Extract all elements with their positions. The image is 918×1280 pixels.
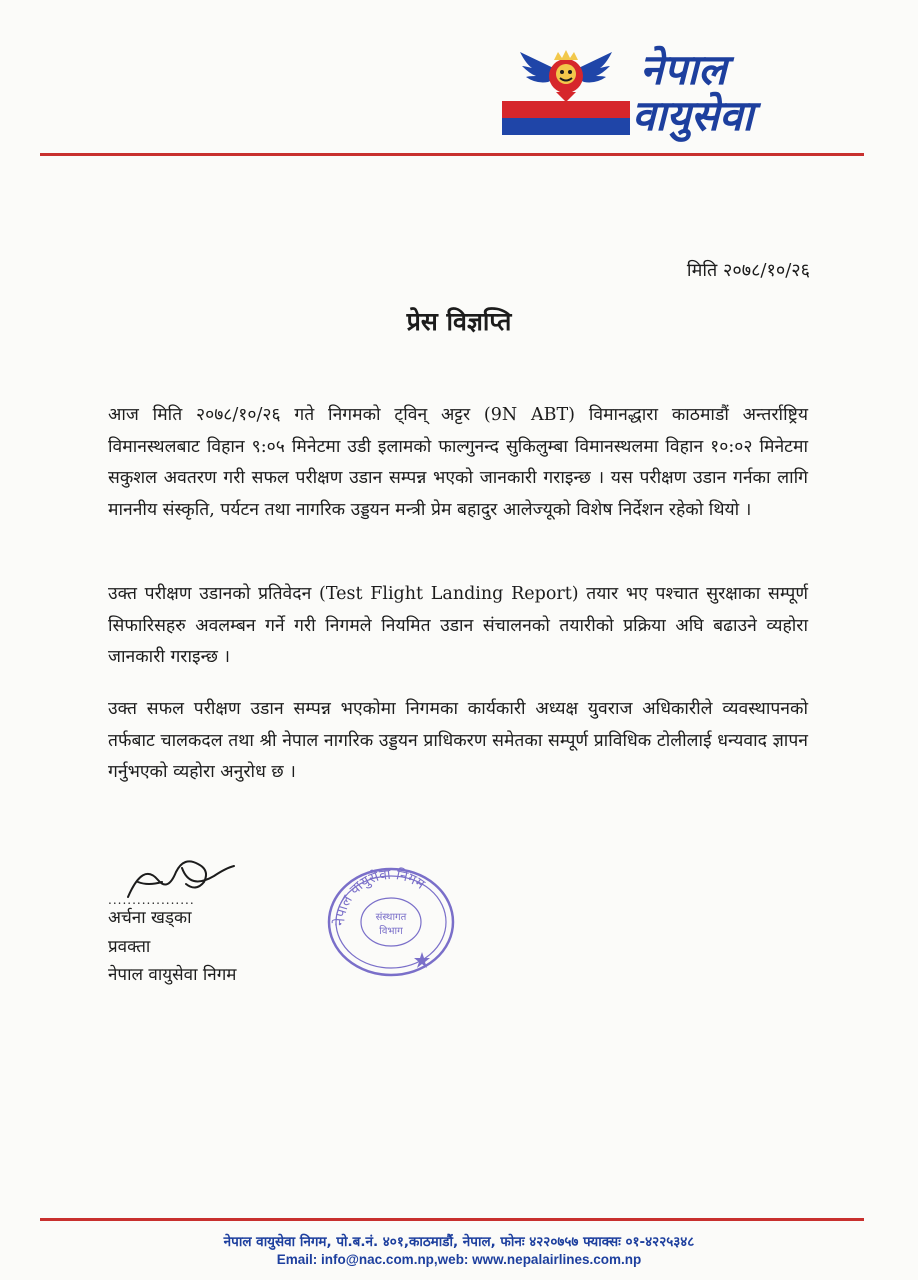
- signature-line: ..................: [108, 893, 195, 907]
- signatory-organization: नेपाल वायुसेवा निगम: [108, 965, 237, 985]
- brand-name-line1: नेपाल: [640, 45, 727, 94]
- brand-name-line2: वायुसेवा: [632, 91, 754, 140]
- footer-contact: Email: info@nac.com.np,web: www.nepalairlines.com.np: [276, 1252, 642, 1267]
- body-paragraph-1: आज मिति २०७८/१०/२६ गते निगमको ट्विन् अट्टर (9N ABT) विमानद्धारा काठमाडौं अन्तर्राष्ट्रिय विमानस्थलबाट विहान ९:०५ मिनेटमा उडी इलामको फाल्गुनन्द सुकिलुम्बा विमानस्थलमा विहान १०:०२ मिनेटमा सकुशल अवतरण गरी सफल परीक्षण उडान सम्पन्न भएको जानकारी गराइन्छ । यस परीक्षण उडान गर्नका लागि माननीय संस्कृति, पर्यटन तथा नागरिक उड्डयन मन्त्री प्रेम बहादुर आलेज्यूको विशेष निर्देशन रहेको थियो ।: [108, 405, 808, 520]
- page-title: प्रेस विज्ञप्ति: [406, 307, 512, 336]
- body-paragraph-2: उक्त परीक्षण उडानको प्रतिवेदन (Test Flight Landing Report) तयार भए पश्चात सुरक्षाका सम्पूर्ण सिफारिसहरु अवलम्बन गर्ने गरी निगमले नियमित उडान संचालनको तयारीको प्रक्रिया अघि बढाउने व्यहोरा जानकारी गराइन्छ ।: [108, 584, 808, 667]
- signatory-name: अर्चना खड्का: [108, 908, 192, 928]
- header-divider: [40, 153, 864, 156]
- document-date: मिति २०७८/१०/२६: [686, 260, 810, 281]
- body-paragraph-3: उक्त सफल परीक्षण उडान सम्पन्न भएकोमा निगमका कार्यकारी अध्यक्ष युवराज अधिकारीले व्यवस्थापनको तर्फबाट चालकदल तथा श्री नेपाल नागरिक उड्डयन प्राधिकरण समेतका सम्पूर्ण प्राविधिक टोलीलाई धन्यवाद ज्ञापन गर्नुभएको व्यहोरा अनुरोध छ ।: [108, 699, 808, 782]
- footer-address: नेपाल वायुसेवा निगम, पो.ब.नं. ४०१,काठमाडौं, नेपाल, फोनः ४२२०७५७ फ्याक्सः ०१-४२२५३४८: [223, 1234, 695, 1250]
- winged-emblem-icon: [518, 44, 614, 104]
- signatory-role: प्रवक्ता: [108, 937, 151, 957]
- brand-blue-stripe: [502, 118, 630, 135]
- svg-text:संस्थागत: संस्थागत: [375, 912, 407, 923]
- brand-red-stripe: [502, 101, 630, 118]
- official-stamp-seal: [326, 866, 456, 978]
- footer-divider: [40, 1218, 864, 1221]
- svg-text:विभाग: विभाग: [379, 926, 403, 937]
- svg-text:नेपाल वायुसेवा निगम: नेपाल वायुसेवा निगम: [331, 866, 428, 927]
